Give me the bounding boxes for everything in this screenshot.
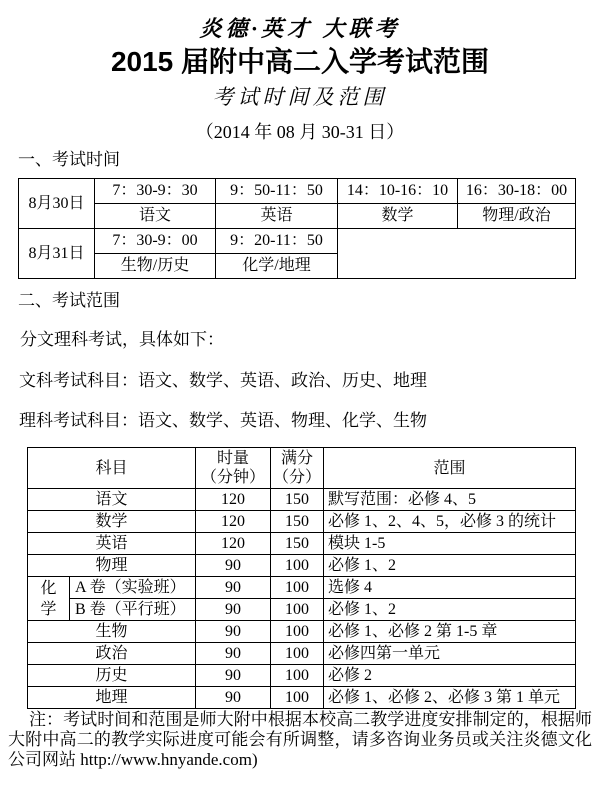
scope-header-cell: 范围 (324, 448, 576, 489)
header-row (28, 448, 576, 489)
scope-cell: 必修 2 (324, 665, 576, 687)
table-row (28, 687, 576, 709)
score-header-line1: 满分 (281, 450, 314, 467)
score-header-cell (271, 448, 324, 489)
time-cell: 9：50-11：50 (216, 179, 338, 204)
subject-cell: 历史 (28, 665, 196, 687)
time-cell: 16：30-18：00 (458, 179, 576, 204)
subject-cell: 地理 (28, 687, 196, 709)
score-cell: 100 (271, 687, 324, 709)
duration-cell: 90 (196, 687, 271, 709)
duration-cell: 90 (196, 555, 271, 577)
subject-cell: 语文 (28, 489, 196, 511)
date-cell: 8月31日 (19, 229, 95, 279)
time-cell: 9：20-11：50 (216, 229, 338, 254)
brand-title: 炎德·英才 大联考 (199, 16, 401, 41)
paper-variant-cell: A 卷（实验班） (70, 577, 196, 599)
table-row (28, 599, 576, 621)
date-cell: 8月30日 (19, 179, 95, 229)
duration-cell: 120 (196, 533, 271, 555)
time-cell: 7：30-9：30 (95, 179, 216, 204)
duration-cell: 90 (196, 621, 271, 643)
scope-cell: 必修四第一单元 (324, 643, 576, 665)
footnote: 注：考试时间和范围是师大附中根据本校高二教学进度安排制定的，根据师大附中高二的教学实际进度可能会有所调整，请多咨询业务员或关注炎德文化公司网站 http://www.hnyande.com) (8, 710, 592, 769)
scope-cell: 默写范围：必修 4、5 (324, 489, 576, 511)
intro-line: 分文理科考试，具体如下： (20, 330, 224, 349)
duration-header-line1: 时量 (217, 450, 250, 467)
chemistry-vertical-label: 化学 (40, 579, 57, 618)
score-cell: 100 (271, 643, 324, 665)
section1-heading: 一、考试时间 (18, 150, 120, 169)
table-row (28, 511, 576, 533)
table-row (19, 229, 576, 254)
duration-cell: 90 (196, 599, 271, 621)
subject-cell: 化学/地理 (216, 254, 338, 279)
duration-cell: 90 (196, 643, 271, 665)
table-row (28, 577, 576, 599)
time-cell: 14：10-16：10 (338, 179, 458, 204)
scope-cell: 必修 1、必修 2 第 1-5 章 (324, 621, 576, 643)
duration-header-line2: （分钟） (201, 469, 266, 486)
duration-cell: 90 (196, 577, 271, 599)
subject-cell: 数学 (28, 511, 196, 533)
page-title: 2015 届附中高二入学考试范围 (110, 46, 490, 77)
subject-cell: 生物 (28, 621, 196, 643)
duration-cell: 90 (196, 665, 271, 687)
scope-cell: 必修 1、2、4、5，必修 3 的统计 (324, 511, 576, 533)
subject-cell: 政治 (28, 643, 196, 665)
score-cell: 150 (271, 533, 324, 555)
subject-cell: 英语 (216, 204, 338, 229)
duration-header-cell (196, 448, 271, 489)
subject-cell: 数学 (338, 204, 458, 229)
exam-time-table (18, 178, 576, 279)
score-cell: 100 (271, 555, 324, 577)
table-row (28, 533, 576, 555)
table-row (28, 489, 576, 511)
score-cell: 150 (271, 489, 324, 511)
empty-cell (338, 229, 576, 279)
scope-cell: 必修 1、2 (324, 599, 576, 621)
subject-cell: 物理 (28, 555, 196, 577)
score-header-line2: （分） (273, 469, 322, 486)
subject-header-cell: 科目 (28, 448, 196, 489)
exam-scope-table (27, 447, 576, 709)
table-row (28, 665, 576, 687)
paper-variant-cell: B 卷（平行班） (70, 599, 196, 621)
table-row (28, 555, 576, 577)
liberal-arts-subjects-line: 文科考试科目：语文、数学、英语、政治、历史、地理 (19, 371, 427, 390)
table-row (19, 204, 576, 229)
duration-cell: 120 (196, 489, 271, 511)
time-cell: 7：30-9：00 (95, 229, 216, 254)
table-row (28, 621, 576, 643)
scope-cell: 必修 1、2 (324, 555, 576, 577)
subject-cell-chemistry (28, 577, 70, 621)
subject-cell: 语文 (95, 204, 216, 229)
duration-cell: 120 (196, 511, 271, 533)
subject-cell: 英语 (28, 533, 196, 555)
exam-date-line: （2014 年 08 月 30-31 日） (195, 122, 405, 142)
subject-cell: 物理/政治 (458, 204, 576, 229)
science-subjects-line: 理科考试科目：语文、数学、英语、物理、化学、生物 (19, 411, 427, 430)
score-cell: 100 (271, 665, 324, 687)
table-row (28, 643, 576, 665)
scope-cell: 选修 4 (324, 577, 576, 599)
table-row (19, 179, 576, 204)
score-cell: 100 (271, 599, 324, 621)
score-cell: 100 (271, 621, 324, 643)
subtitle: 考试时间及范围 (212, 85, 388, 109)
section2-heading: 二、考试范围 (18, 291, 120, 310)
scope-cell: 必修 1、必修 2、必修 3 第 1 单元 (324, 687, 576, 709)
score-cell: 150 (271, 511, 324, 533)
subject-cell: 生物/历史 (95, 254, 216, 279)
scope-cell: 模块 1-5 (324, 533, 576, 555)
score-cell: 100 (271, 577, 324, 599)
